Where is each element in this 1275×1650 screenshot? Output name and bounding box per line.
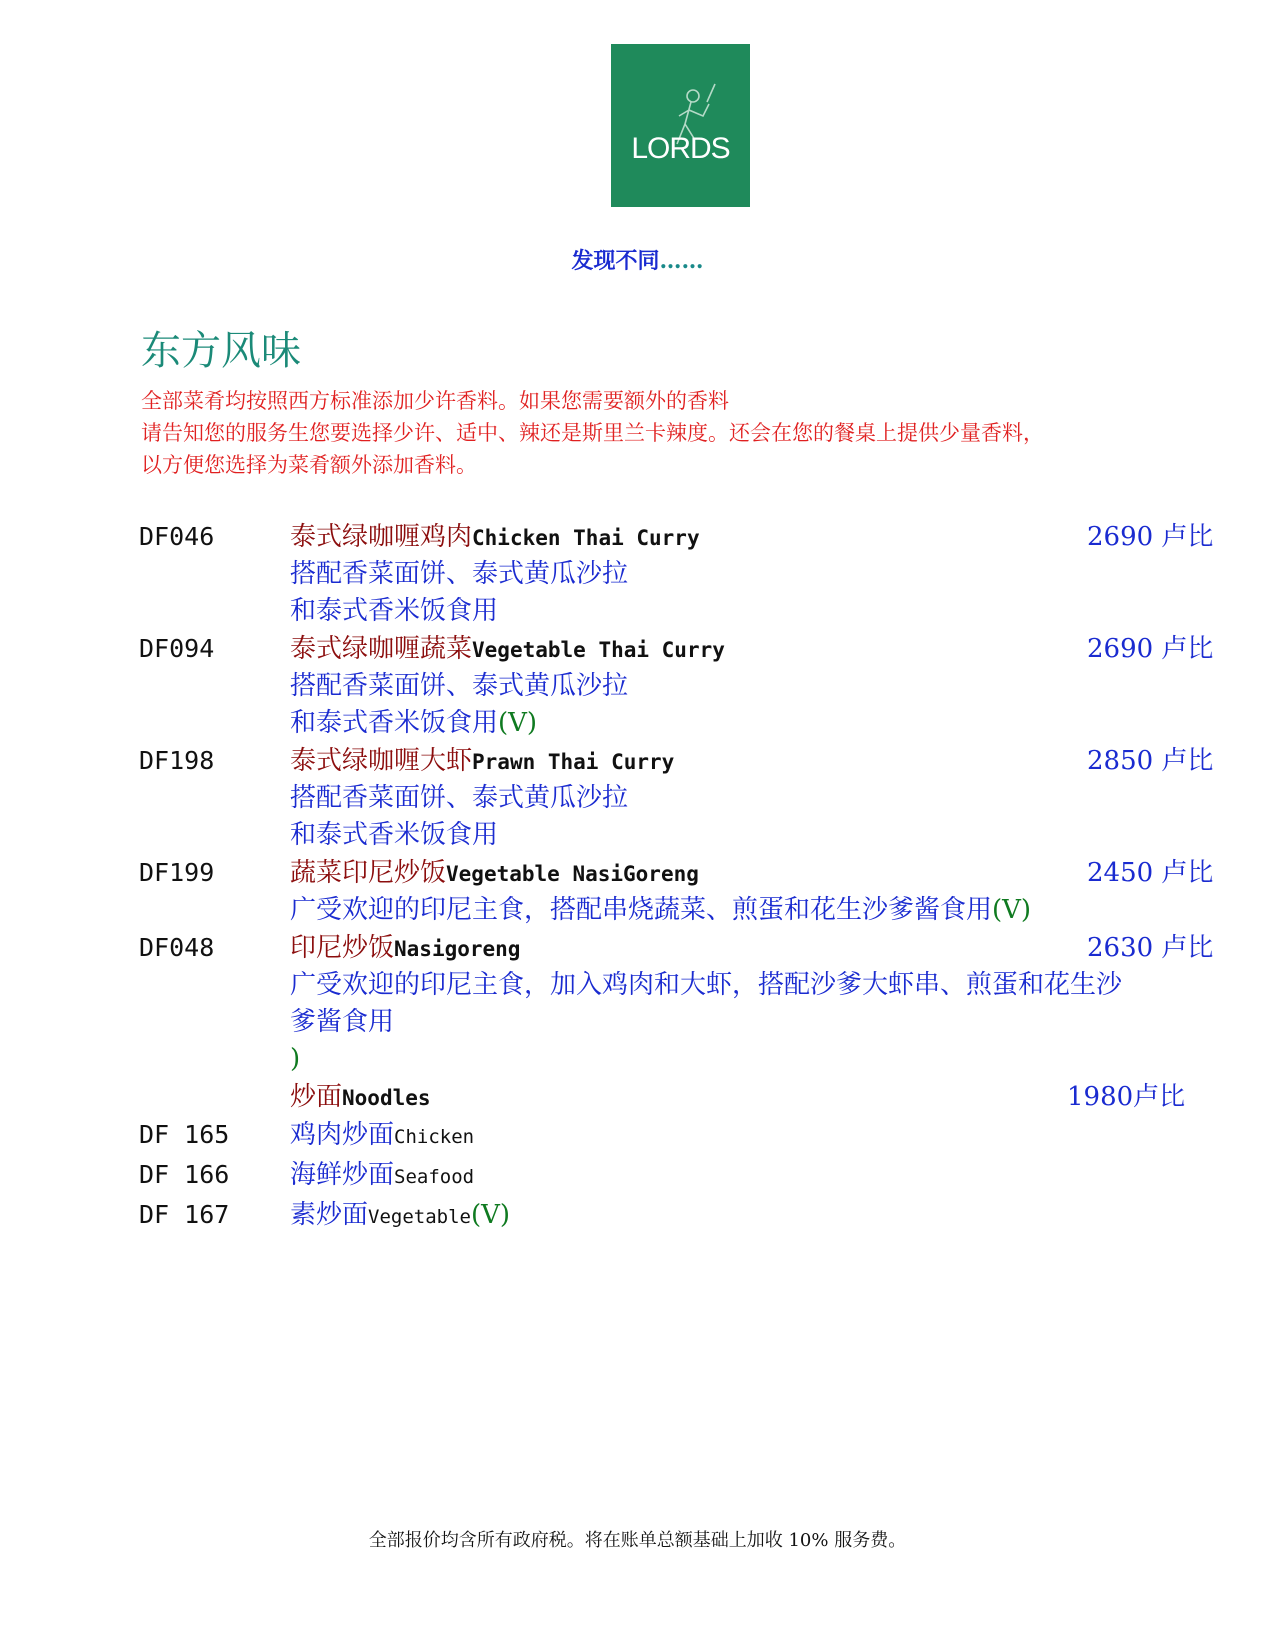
dish-description: ) (290, 1044, 301, 1074)
item-code: DF046 (139, 522, 215, 551)
menu-list (139, 518, 1219, 1236)
dish-name-cn: 泰式绿咖喱鸡肉 (290, 522, 473, 552)
tagline-text: 发现不同 (571, 248, 660, 274)
dish-name-cn: 蔬菜印尼炒饭 (290, 858, 447, 888)
dish-name-en: Vegetable NasiGoreng (446, 862, 699, 886)
dish-name-cn: 泰式绿咖喱大虾 (290, 746, 473, 776)
tax-footer: 全部报价均含所有政府税。将在账单总额基础上加收 10% 服务费。 (368, 1530, 907, 1551)
dish-description: 广受欢迎的印尼主食，搭配串烧蔬菜、煎蛋和花生沙爹酱食用 (290, 895, 993, 925)
tagline-ellipsis: …… (659, 248, 704, 274)
item-code: DF198 (139, 746, 215, 775)
vegetarian-badge: (V) (470, 1200, 511, 1230)
variant-name-cn: 鸡肉炒面 (290, 1120, 395, 1150)
variant-name-en: Chicken (394, 1126, 475, 1148)
dish-description: 爹酱食用 (290, 1007, 395, 1037)
dish-description: 和泰式香米饭食用 (290, 596, 499, 626)
logo-wordmark: LORDS (631, 132, 730, 165)
variant-name-en: Vegetable (368, 1206, 471, 1228)
dish-name-en: Noodles (342, 1086, 431, 1110)
dish-description: 和泰式香米饭食用 (290, 820, 499, 850)
item-price: 2850 卢比 (1087, 746, 1214, 776)
item-price: 2450 卢比 (1087, 858, 1214, 888)
dish-description: 和泰式香米饭食用 (290, 708, 499, 738)
spice-note-line: 全部菜肴均按照西方标准添加少许香料。如果您需要额外的香料 (141, 389, 729, 413)
menu-item (139, 854, 1219, 929)
item-price: 2630 卢比 (1087, 933, 1214, 963)
item-code: DF 166 (139, 1160, 230, 1189)
dish-name-cn: 泰式绿咖喱蔬菜 (290, 634, 473, 664)
spice-note-line: 请告知您的服务生您要选择少许、适中、辣还是斯里兰卡辣度。还会在您的餐桌上提供少量香料， (141, 421, 1044, 445)
vegetarian-badge: (V) (992, 895, 1032, 925)
spice-note-line: 以方便您选择为菜肴额外添加香料。 (141, 453, 477, 477)
item-code: DF 165 (139, 1120, 230, 1149)
dish-name-en: Chicken Thai Curry (472, 526, 700, 550)
dish-description: 广受欢迎的印尼主食，加入鸡肉和大虾，搭配沙爹大虾串、煎蛋和花生沙 (290, 970, 1123, 1000)
dish-description: 搭配香菜面饼、泰式黄瓜沙拉 (290, 783, 629, 813)
item-price: 1980卢比 (1067, 1082, 1186, 1112)
menu-item (139, 518, 1219, 630)
item-code: DF 167 (139, 1200, 230, 1229)
dish-name-cn: 印尼炒饭 (290, 933, 395, 963)
item-code: DF048 (139, 933, 215, 962)
variant-name-en: Seafood (394, 1166, 475, 1188)
menu-item (139, 630, 1219, 742)
lords-logo (611, 44, 750, 207)
dish-name-en: Vegetable Thai Curry (472, 638, 725, 662)
dish-description: 搭配香菜面饼、泰式黄瓜沙拉 (290, 671, 629, 701)
dish-name-cn: 炒面 (290, 1082, 343, 1112)
variant-name-cn: 海鲜炒面 (290, 1160, 395, 1190)
dish-name-en: Nasigoreng (394, 937, 521, 961)
dish-name-en: Prawn Thai Curry (472, 750, 675, 774)
section-title: 东方风味 (141, 328, 301, 374)
menu-item (139, 929, 1219, 1078)
item-code: DF199 (139, 858, 215, 887)
item-price: 2690 卢比 (1087, 522, 1214, 552)
noodle-variant (139, 1156, 1219, 1196)
cricketer-icon (611, 44, 750, 207)
variant-name-cn: 素炒面 (290, 1200, 369, 1230)
noodle-variant (139, 1196, 1219, 1236)
tagline (0, 244, 1275, 275)
menu-item (139, 742, 1219, 854)
spice-note (141, 385, 1241, 481)
vegetarian-badge: (V) (498, 708, 538, 738)
item-code: DF094 (139, 634, 215, 663)
menu-item-noodles (139, 1078, 1219, 1116)
dish-description: 搭配香菜面饼、泰式黄瓜沙拉 (290, 559, 629, 589)
item-price: 2690 卢比 (1087, 634, 1214, 664)
noodle-variant (139, 1116, 1219, 1156)
